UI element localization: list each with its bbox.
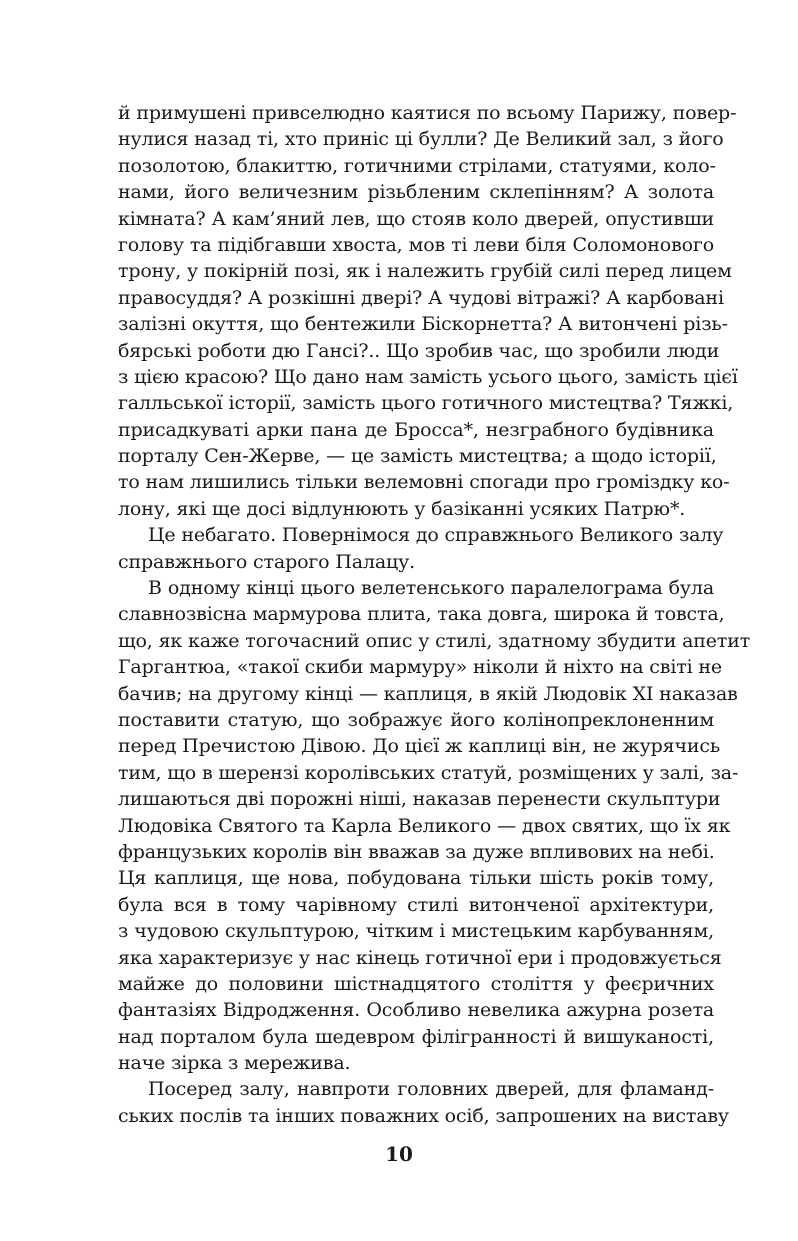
text-line: фантазіях Відродження. Особливо невелика ажурна розета — [118, 999, 714, 1022]
text-line: галльської історії, замість цього готичного мистецтва? Тяжкі, — [118, 392, 734, 415]
text-line: Посеред залу, навпроти головних дверей, для фламанд- — [148, 1078, 714, 1101]
paragraph-1 — [118, 100, 738, 522]
text-line: й примушені привселюдно каятися по всьому Парижу, повер- — [118, 102, 737, 124]
text-line: ських послів та інших поважних осіб, запрошених на виставу — [118, 1104, 729, 1127]
paragraph-2 — [118, 522, 724, 575]
text-line: славнозвісна мармурова плита, така довга, широка й товста, — [118, 603, 725, 626]
text-line: лону, які ще досі відлунюють у базіканні усяких Патрю*. — [118, 497, 686, 520]
page-text — [118, 100, 751, 1129]
text-line: тим, що в шерензі королівських статуй, розміщених у залі, за- — [118, 761, 739, 784]
text-line: присадкуваті арки пана де Бросса*, незграбного будівника — [118, 418, 714, 441]
text-line: бачив; на другому кінці — каплиця, в якій Людовік XI наказав — [118, 682, 738, 705]
text-line: В одному кінці цього велетенського паралелограма була — [148, 577, 714, 600]
text-line: правосуддя? А розкішні двері? А чудові вітражі? А карбовані — [118, 286, 724, 309]
paragraph-3 — [118, 575, 751, 1076]
text-line: то нам лишились тільки велемовні спогади про громіздку ко- — [118, 471, 730, 494]
text-line: лишаються дві порожні ніші, наказав перенести скульптури — [118, 788, 721, 811]
text-line: нулися назад ті, хто приніс ці булли? Де Великий зал, з його — [118, 128, 724, 151]
text-line: трону, у покірній позі, як і належить грубій силі перед лицем — [118, 260, 732, 283]
text-line: поставити статую, що зображує його колінопреклоненним — [118, 708, 714, 731]
text-line: була вся в тому чарівному стилі витонченої архітектури, — [118, 893, 714, 916]
text-line: позолотою, блакиттю, готичними стрілами, статуями, коло- — [118, 154, 716, 177]
text-line: Людовіка Святого та Карла Великого — двох святих, що їх як — [118, 814, 731, 837]
text-line: справжнього старого Палацу. — [118, 550, 416, 573]
text-line: з чудовою скульптурою, чітким і мистецьким карбуванням, — [118, 920, 714, 943]
text-line: з цією красою? Що дано нам замість усього цього, замість цієї — [118, 365, 738, 388]
text-line: що, як каже тогочасний опис у стилі, здатному збудити апетит — [118, 629, 751, 652]
text-line: бярські роботи дю Гансі?.. Що зробив час, що зробили люди — [118, 339, 720, 362]
text-line: Гаргантюа, «такої скиби мармуру» ніколи й ніхто на світі не — [118, 656, 723, 679]
paragraph-4 — [118, 1076, 729, 1129]
text-line: порталу Сен-Жерве, — це замість мистецтва; а щодо історії, — [118, 445, 717, 468]
text-line: наче зірка з мережива. — [118, 1052, 351, 1075]
text-line: Це небагато. Повернімося до справжнього Великого залу — [148, 524, 724, 547]
text-line: голову та підібгавши хвоста, мов ті леви біля Соломонового — [118, 233, 714, 256]
text-line: яка характеризує у нас кінець готичної ери і продовжується — [118, 946, 722, 969]
text-line: нами, його величезним різьбленим склепінням? А золота — [118, 181, 714, 204]
text-line: французьких королів він вважав за дуже впливових на небі. — [118, 840, 715, 863]
text-line: залізні окуття, що бентежили Біскорнетта? А витончені різь- — [118, 313, 728, 336]
text-line: над порталом була шедевром філігранності й вишуканості, — [118, 1025, 714, 1048]
text-line: перед Пречистою Дівою. До цієї ж каплиці він, не журячись — [118, 735, 721, 758]
text-line: майже до половини шістнадцятого століття у феєричних — [118, 972, 714, 995]
text-line: Ця каплиця, ще нова, побудована тільки шість років тому, — [118, 867, 714, 890]
page-number: 10 — [385, 1142, 413, 1166]
text-line: кімната? А кам’яний лев, що стояв коло дверей, опустивши — [118, 207, 714, 230]
